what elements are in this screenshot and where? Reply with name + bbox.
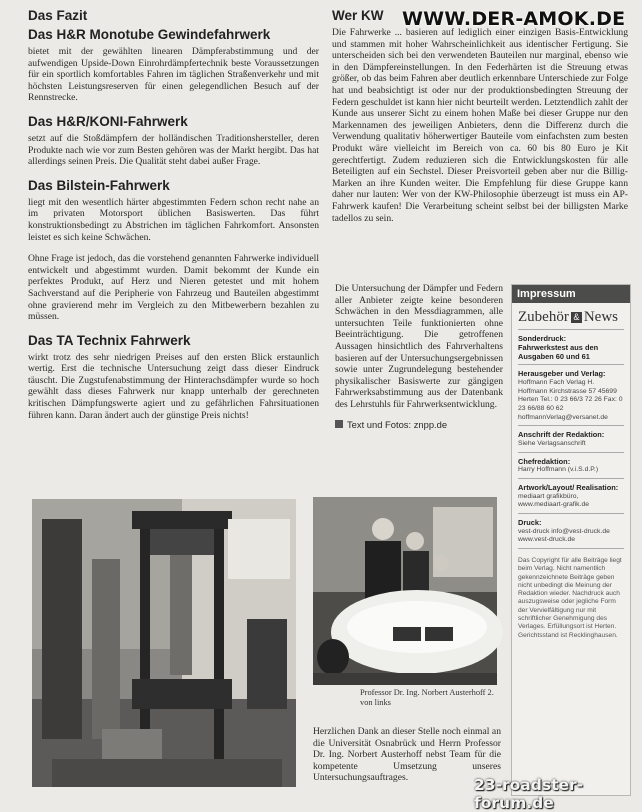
bilstein-heading: Das Bilstein-Fahrwerk: [28, 177, 170, 193]
divider: [518, 478, 624, 479]
chefredaktion-value: Harry Hoffmann (v.i.S.d.P.): [518, 466, 599, 474]
fazit-heading: Das Fazit: [28, 8, 88, 23]
artwork-key: Artwork/Layout/ Realisation:: [518, 482, 619, 492]
photo-credit-label: Text und Fotos: znpp.de: [347, 418, 448, 430]
impressum-box: [511, 284, 631, 796]
thanks-text: Herzlichen Dank an dieser Stelle noch einmal an die Universität Osnabrück und Herrn Professor Dr. Ing. Norbert Austerhoff nebst Team für die kompetente Umsetzung unseres Untersuchungsauftrages.: [313, 726, 501, 784]
watermark-top: WWW.DER-AMOK.DE: [402, 8, 626, 30]
druck-value: vest-druck info@vest-druck.de www.vest-druck.de: [518, 527, 610, 544]
copyright-note: Das Copyright für alle Beiträge liegt beim Verlag. Nicht namentlich gekennzeichnete Beiträge geben nicht unbedingt die Meinung der Redaktion wieder. Nachdruck auch auszugsweise oder jegliche Form der Vervielfältigung nur mit schriftlicher Genehmigung des Verlages. Erfüllungsort ist Herten. Gerichtsstand ist Recklinghausen.: [518, 556, 622, 639]
right-column: [332, 8, 628, 270]
koni-heading: Das H&R/KONI-Fahrwerk: [28, 113, 188, 129]
hr-monotube-heading: Das H&R Monotube Gewindefahrwerk: [28, 27, 271, 42]
professor-car-image: [313, 497, 497, 685]
druck-key: Druck:: [518, 517, 542, 527]
middle-text: Die Untersuchung der Dämpfer und Federn aller Anbieter zeigte keine besonderen Schwächen in den Messdiagrammen, alle untersuchten Teile funktionierten ohne Beeinträchtigung. Die getroffenen Aussagen hinsichtlich des Fahrverhaltens basieren auf der Untersuchungsergebnissen sowie unter Zugrundelegung bestehender physikalischer Basiswerte zur gängigen Fahrwerksabstimmung aus der Datenbank des Lehrstuhls für Fahrwerksentwicklung.: [335, 283, 503, 410]
sonderdruck-key: Sonderdruck:: [518, 334, 567, 343]
divider: [518, 548, 624, 549]
sonderdruck-value: Fahrwerkstest aus den Ausgaben 60 und 61: [518, 342, 599, 361]
credit-square-icon: [335, 420, 343, 428]
professor-caption: Professor Dr. Ing. Norbert Austerhoff 2. von links: [360, 688, 494, 707]
hr-monotube-text: bietet mit der gewählten linearen Dämpferabstimmung und der aufwendigen Upside-Down Einrohrdämpfertechnik beste Voraussetzungen für ein sportlich komfortables Fahren im täglichen Straßenverkehr und mit höchsten Leistungsreserven für einen gelegendlichen Besuch auf der Rennstrecke.: [28, 46, 319, 104]
test-rig-image: [32, 499, 296, 787]
divider: [518, 452, 624, 453]
kw-text: Die Fahrwerke ... basieren auf lediglich einer einzigen Basis-Entwicklung und stammen mit hoher Wahrscheinlichkeit aus identischer Fertigung. Sie unterscheiden sich bei den verwendeten Bauteilen nur marginal, ebenso wie in den Dämpfereinstellungen. In den Federhärten ist die Streuung etwas größer, ob das beim Fahren aber deutlich erkennbare Unterschiede zur Folge hat und beabsichtigt ist oder nur der produktionsbedingten Streuung der Federn geschuldet ist kann hier nicht beurteilt werden. Letztendlich zahlt der Kunde aus unserer Sicht zu einem hohen Maße bei dieser Gruppe nur den Markennamen des jeweiligen Anbieters, denn die Differenz durch die Verwendung qualitativ höherwertiger Bauteile vom einfachsten zum besten Produkt wäre vielleicht im Bereich von ca. 60 bis 80 Euro je Kit gerechtfertigt. Zudem reduzieren sich die Entwicklungskosten für alle Beteiligten auf ein Sechstel. Dieser Preisvorteil geben aber nur die Billig-Marken an ihre Kunden weiter. Die Empfehlung für diese Gruppe kann daher nur lauten: Wer von der KW-Philosophie überzeugt ist muss ein AP-Fahrwerk kaufen! Die Verarbeitung scheint selbst bei der billigsten Marke tadellos zu sein.: [332, 27, 628, 224]
divider: [518, 513, 624, 514]
herausgeber-key: Herausgeber und Verlag:: [518, 369, 606, 379]
logo-right: News: [583, 309, 618, 325]
anschrift-value: Siehe Verlagsanschrift: [518, 439, 586, 447]
kw-heading: Wer KW: [332, 8, 384, 23]
middle-column: [335, 283, 503, 493]
logo-left: Zubehör: [518, 309, 569, 325]
thanks-block: [313, 726, 501, 796]
divider: [518, 425, 624, 426]
watermark-bottom: 23-roadster-forum.de: [474, 776, 584, 812]
professor-car-photo: [313, 497, 497, 685]
ta-technix-text: wirkt trotz des sehr niedrigen Preises auf den ersten Blick erstaunlich wertig. Erst die technische Untersuchung zeigt dass dieser Eindruck täuscht. Die Zugstufenabstimmung der Hinterachsdämpfer wurde so hoch gewählt dass dieses Fahrwerk nur knapp unterhalb der gerechneten kritischen Dämpfungswerte agiert und zu gefährlichen Fahrsituationen führen kann. Daran ändert auch der günstige Preis nichts!: [28, 351, 319, 421]
chefredaktion-key: Chefredaktion:: [518, 456, 571, 466]
ta-technix-heading: Das TA Technix Fahrwerk: [28, 332, 191, 348]
divider: [518, 364, 624, 365]
zubehoer-news-logo: [518, 309, 630, 326]
anschrift-key: Anschrift der Redaktion:: [518, 430, 605, 440]
test-rig-photo: [32, 499, 296, 787]
photo-credit: [335, 419, 503, 430]
ohne-frage-text: Ohne Frage ist jedoch, das die vorstehend genannten Fahrwerke individuell entwickelt und abgestimmt wurden. Damit bekommt der Kunde ein perfektes Produkt, auf Herz und Nieren getestet und mit hohem Sachverstand auf die Peripherie von Fahrzeug und Bauteilen abgestimmt ohne gravierend mehr im Vergleich zu den Mitbewerbern bezahlen zu müssen.: [28, 253, 319, 323]
herausgeber-value: Hoffmann Fach Verlag H. Hoffmann Kirchstrasse 57 45699 Herten Tel.: 0 23 66/3 72 26 Fax: 0 23 66/88 60 62 hoffmannVerlag@versanet.de: [518, 379, 623, 421]
left-column: [28, 8, 319, 494]
koni-text: setzt auf die Stoßdämpfern der holländischen Traditionshersteller, deren Produkte nach wie vor zum Besten gehören was der Markt hergibt. Das hat allerdings seinen Preis. Die Qualität steht dabei außer Frage.: [28, 132, 319, 168]
divider: [518, 329, 624, 330]
logo-amp: &: [571, 312, 582, 323]
bilstein-text: liegt mit den wesentlich härter abgestimmten Federn schon recht nahe an im privaten Motorsport üblichen Basiswerten. Das führt konstruktionsbedingt zu Abstrichen im täglichen Fahrkomfort. Ansonsten leistet es sich keine Schwächen.: [28, 196, 319, 243]
impressum-header: Impressum: [512, 285, 630, 303]
artwork-value: mediaart grafikbüro, www.mediaart-grafik.de: [518, 492, 590, 509]
